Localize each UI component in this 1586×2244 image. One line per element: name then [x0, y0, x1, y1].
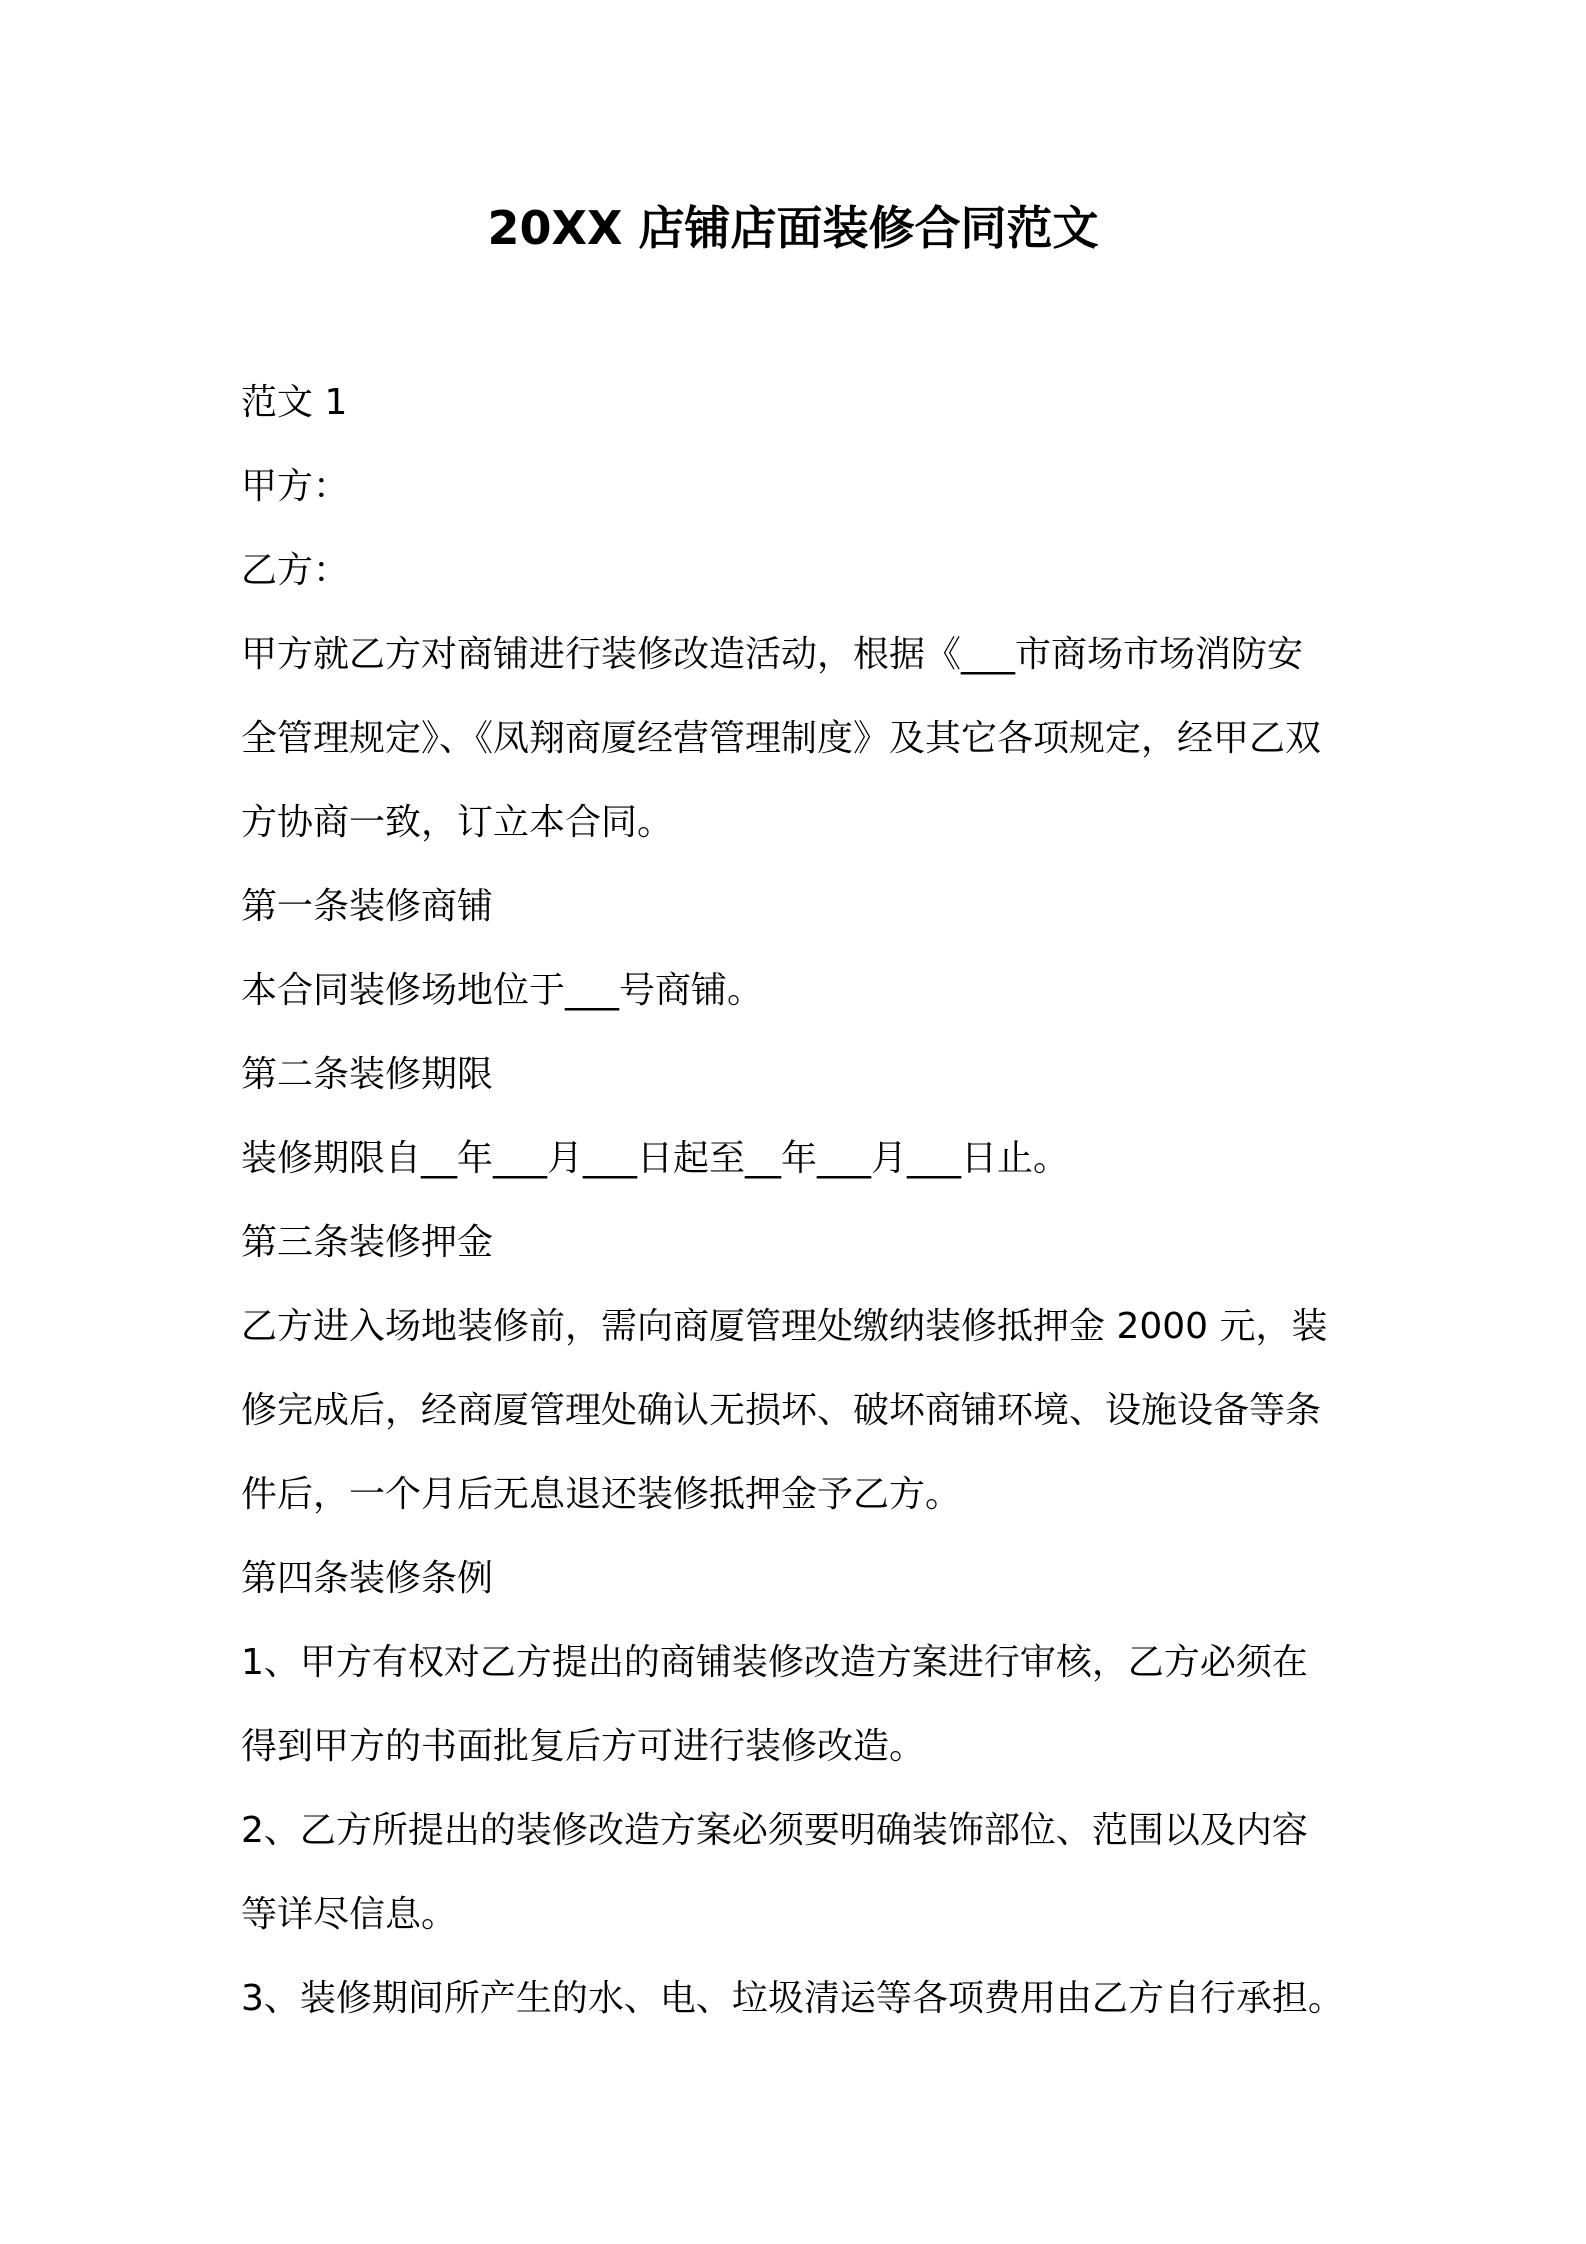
paragraph-line: 本合同装修场地位于___号商铺。 — [241, 970, 764, 1011]
article-heading: 第一条装修商铺 — [241, 886, 494, 927]
paragraph-line: 修完成后，经商厦管理处确认无损坏、破坏商铺环境、设施设备等条 — [241, 1390, 1322, 1431]
list-item-line: 得到甲方的书面批复后方可进行装修改造。 — [241, 1726, 926, 1767]
paragraph-line: 方协商一致，订立本合同。 — [241, 802, 674, 843]
paragraph-line: 全管理规定》、《凤翔商厦经营管理制度》及其它各项规定，经甲乙双 — [241, 718, 1322, 759]
article-heading: 第三条装修押金 — [241, 1222, 494, 1263]
article-heading: 第四条装修条例 — [241, 1558, 494, 1599]
paragraph-line: 乙方进入场地装修前，需向商厦管理处缴纳装修抵押金 2000 元，装 — [241, 1306, 1328, 1347]
sample-heading: 范文 1 — [241, 382, 348, 423]
paragraph-line: 装修期限自__年___月___日起至__年___月___日止。 — [241, 1138, 1070, 1179]
paragraph-line: 甲方就乙方对商铺进行装修改造活动，根据《___市商场市场消防安 — [241, 634, 1304, 675]
article-heading: 第二条装修期限 — [241, 1054, 494, 1095]
list-item-line: 等详尽信息。 — [241, 1894, 458, 1935]
party-a-line: 甲方： — [241, 466, 350, 507]
document-title: 20XX 店铺店面装修合同范文 — [487, 201, 1099, 255]
list-item-line: 2、乙方所提出的装修改造方案必须要明确装饰部位、范围以及内容 — [241, 1810, 1308, 1851]
party-b-line: 乙方： — [241, 550, 350, 591]
list-item-line: 3、装修期间所产生的水、电、垃圾清运等各项费用由乙方自行承担。 — [241, 1978, 1344, 2019]
paragraph-line: 件后，一个月后无息退还装修抵押金予乙方。 — [241, 1474, 962, 1515]
list-item-line: 1、甲方有权对乙方提出的商铺装修改造方案进行审核，乙方必须在 — [241, 1642, 1308, 1683]
